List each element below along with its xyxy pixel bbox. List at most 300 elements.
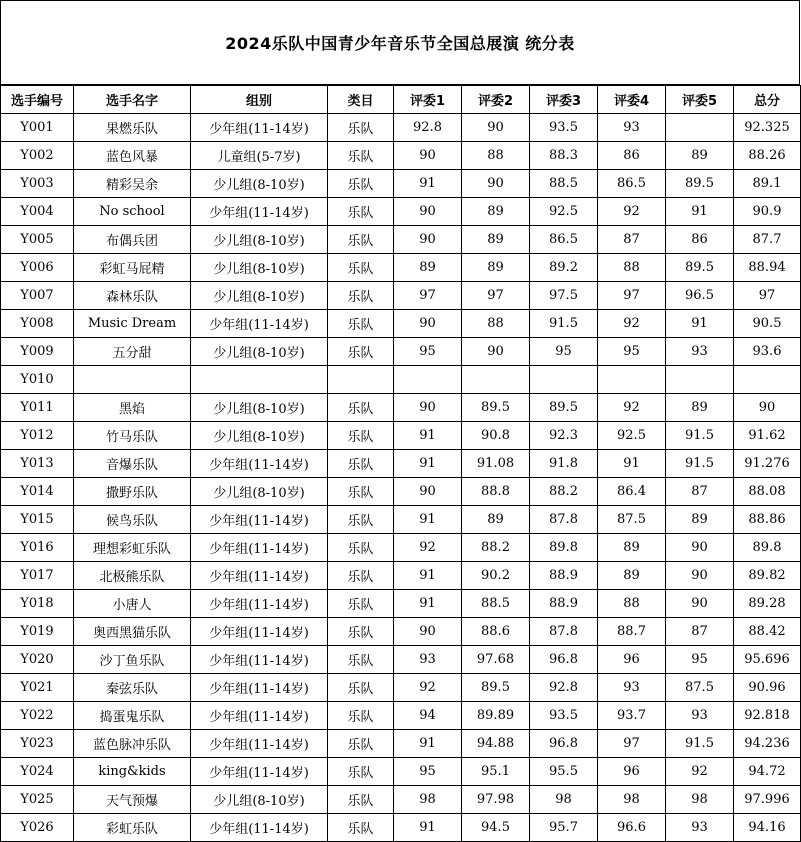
cell-judge-4: 88.7 <box>598 618 666 646</box>
cell-total: 97.996 <box>734 786 801 814</box>
cell-group: 少年组(11-14岁) <box>191 702 328 730</box>
cell-judge-3: 91.5 <box>530 310 598 338</box>
cell-judge-5: 93 <box>666 814 734 842</box>
cell-judge-5: 90 <box>666 590 734 618</box>
cell-player-name: 蓝色风暴 <box>74 142 191 170</box>
cell-category: 乐队 <box>328 142 394 170</box>
cell-judge-1: 92 <box>394 534 462 562</box>
cell-judge-4: 89 <box>598 534 666 562</box>
table-row <box>1 282 801 310</box>
cell-player-name: 奥西黑猫乐队 <box>74 618 191 646</box>
table-row <box>1 618 801 646</box>
cell-player-name: 理想彩虹乐队 <box>74 534 191 562</box>
cell-judge-4: 86.5 <box>598 170 666 198</box>
cell-judge-2: 88.5 <box>462 590 530 618</box>
cell-group: 少年组(11-14岁) <box>191 730 328 758</box>
score-table <box>0 85 801 842</box>
cell-group: 少儿组(8-10岁) <box>191 422 328 450</box>
cell-player-id: Y009 <box>1 338 74 366</box>
cell-judge-3: 88.5 <box>530 170 598 198</box>
cell-player-id: Y016 <box>1 534 74 562</box>
cell-judge-3 <box>530 366 598 394</box>
cell-player-name: 森林乐队 <box>74 282 191 310</box>
cell-judge-1: 94 <box>394 702 462 730</box>
cell-player-name: Music Dream <box>74 310 191 338</box>
cell-category: 乐队 <box>328 730 394 758</box>
cell-judge-5: 91 <box>666 198 734 226</box>
cell-category: 乐队 <box>328 562 394 590</box>
cell-total: 88.86 <box>734 506 801 534</box>
cell-judge-1: 95 <box>394 758 462 786</box>
cell-category: 乐队 <box>328 450 394 478</box>
cell-judge-2: 90.2 <box>462 562 530 590</box>
cell-judge-5: 91.5 <box>666 450 734 478</box>
cell-category: 乐队 <box>328 590 394 618</box>
cell-group: 少年组(11-14岁) <box>191 506 328 534</box>
cell-group: 少儿组(8-10岁) <box>191 226 328 254</box>
cell-group: 儿童组(5-7岁) <box>191 142 328 170</box>
cell-player-name: 音爆乐队 <box>74 450 191 478</box>
cell-judge-4: 87 <box>598 226 666 254</box>
cell-judge-5: 89 <box>666 506 734 534</box>
cell-judge-4: 96.6 <box>598 814 666 842</box>
table-row <box>1 170 801 198</box>
table-row <box>1 506 801 534</box>
cell-judge-1: 92 <box>394 674 462 702</box>
cell-judge-5: 91 <box>666 310 734 338</box>
cell-player-name: No school <box>74 198 191 226</box>
cell-judge-1: 97 <box>394 282 462 310</box>
cell-category: 乐队 <box>328 394 394 422</box>
cell-judge-1: 91 <box>394 730 462 758</box>
cell-judge-4: 96 <box>598 646 666 674</box>
header-cell-judge-2: 评委2 <box>462 86 530 114</box>
cell-judge-4: 95 <box>598 338 666 366</box>
cell-category: 乐队 <box>328 786 394 814</box>
table-row <box>1 674 801 702</box>
header-row <box>1 86 801 114</box>
cell-group: 少年组(11-14岁) <box>191 646 328 674</box>
cell-total: 89.28 <box>734 590 801 618</box>
header-cell-judge-3: 评委3 <box>530 86 598 114</box>
cell-player-id: Y001 <box>1 114 74 142</box>
cell-player-id: Y007 <box>1 282 74 310</box>
cell-judge-3: 95 <box>530 338 598 366</box>
cell-judge-2: 97.98 <box>462 786 530 814</box>
cell-player-id: Y013 <box>1 450 74 478</box>
cell-judge-2: 90.8 <box>462 422 530 450</box>
cell-judge-4: 96 <box>598 758 666 786</box>
cell-player-id: Y018 <box>1 590 74 618</box>
cell-judge-2: 88.8 <box>462 478 530 506</box>
cell-category: 乐队 <box>328 226 394 254</box>
cell-judge-2: 89.5 <box>462 674 530 702</box>
cell-judge-2: 90 <box>462 170 530 198</box>
cell-player-name: 五分甜 <box>74 338 191 366</box>
cell-group: 少儿组(8-10岁) <box>191 170 328 198</box>
cell-player-id: Y006 <box>1 254 74 282</box>
table-row <box>1 814 801 842</box>
cell-judge-4: 88 <box>598 254 666 282</box>
cell-judge-3: 96.8 <box>530 730 598 758</box>
cell-judge-3: 89.5 <box>530 394 598 422</box>
cell-player-name: 果燃乐队 <box>74 114 191 142</box>
cell-group: 少儿组(8-10岁) <box>191 282 328 310</box>
cell-category: 乐队 <box>328 198 394 226</box>
cell-judge-5: 91.5 <box>666 422 734 450</box>
cell-judge-3: 92.5 <box>530 198 598 226</box>
cell-category: 乐队 <box>328 814 394 842</box>
header-cell-judge-1: 评委1 <box>394 86 462 114</box>
cell-player-name: 精彩吴余 <box>74 170 191 198</box>
cell-player-name: 候鸟乐队 <box>74 506 191 534</box>
cell-judge-3: 86.5 <box>530 226 598 254</box>
cell-total: 89.1 <box>734 170 801 198</box>
cell-total: 90 <box>734 394 801 422</box>
table-row <box>1 702 801 730</box>
cell-judge-1: 91 <box>394 562 462 590</box>
cell-judge-5: 95 <box>666 646 734 674</box>
cell-judge-5: 86 <box>666 226 734 254</box>
cell-total: 94.72 <box>734 758 801 786</box>
cell-player-name: 沙丁鱼乐队 <box>74 646 191 674</box>
header-cell-category: 类目 <box>328 86 394 114</box>
cell-judge-3: 96.8 <box>530 646 598 674</box>
cell-group: 少儿组(8-10岁) <box>191 478 328 506</box>
table-row <box>1 758 801 786</box>
cell-group: 少年组(11-14岁) <box>191 310 328 338</box>
cell-judge-4: 92 <box>598 310 666 338</box>
cell-total: 89.8 <box>734 534 801 562</box>
cell-judge-4: 97 <box>598 730 666 758</box>
cell-judge-2: 88 <box>462 310 530 338</box>
cell-judge-4: 92.5 <box>598 422 666 450</box>
cell-group: 少年组(11-14岁) <box>191 590 328 618</box>
cell-player-id: Y003 <box>1 170 74 198</box>
table-row <box>1 310 801 338</box>
cell-judge-3: 93.5 <box>530 114 598 142</box>
cell-judge-3: 95.7 <box>530 814 598 842</box>
cell-player-id: Y019 <box>1 618 74 646</box>
cell-total: 91.62 <box>734 422 801 450</box>
cell-judge-1: 95 <box>394 338 462 366</box>
cell-judge-3: 95.5 <box>530 758 598 786</box>
cell-total: 87.7 <box>734 226 801 254</box>
cell-judge-3: 88.9 <box>530 562 598 590</box>
cell-judge-1: 90 <box>394 198 462 226</box>
cell-judge-1: 91 <box>394 814 462 842</box>
cell-category: 乐队 <box>328 534 394 562</box>
cell-judge-1: 98 <box>394 786 462 814</box>
cell-judge-3: 92.8 <box>530 674 598 702</box>
cell-player-id: Y021 <box>1 674 74 702</box>
cell-player-id: Y024 <box>1 758 74 786</box>
cell-judge-5: 89.5 <box>666 170 734 198</box>
cell-player-name: 蓝色脉冲乐队 <box>74 730 191 758</box>
table-row <box>1 422 801 450</box>
cell-group: 少儿组(8-10岁) <box>191 394 328 422</box>
header-cell-judge-5: 评委5 <box>666 86 734 114</box>
cell-judge-4: 86 <box>598 142 666 170</box>
cell-total: 90.96 <box>734 674 801 702</box>
cell-judge-5: 87 <box>666 478 734 506</box>
cell-total <box>734 366 801 394</box>
cell-judge-5: 98 <box>666 786 734 814</box>
cell-category: 乐队 <box>328 646 394 674</box>
cell-group: 少儿组(8-10岁) <box>191 786 328 814</box>
cell-player-name: 捣蛋鬼乐队 <box>74 702 191 730</box>
cell-judge-4: 87.5 <box>598 506 666 534</box>
cell-player-id: Y015 <box>1 506 74 534</box>
cell-group: 少年组(11-14岁) <box>191 618 328 646</box>
cell-group: 少年组(11-14岁) <box>191 450 328 478</box>
cell-category: 乐队 <box>328 702 394 730</box>
cell-total: 91.276 <box>734 450 801 478</box>
cell-judge-4: 93 <box>598 674 666 702</box>
cell-judge-2: 94.88 <box>462 730 530 758</box>
cell-category <box>328 366 394 394</box>
cell-group: 少年组(11-14岁) <box>191 758 328 786</box>
cell-judge-3: 93.5 <box>530 702 598 730</box>
cell-judge-3: 87.8 <box>530 506 598 534</box>
cell-judge-2 <box>462 366 530 394</box>
cell-judge-2: 89.89 <box>462 702 530 730</box>
cell-category: 乐队 <box>328 282 394 310</box>
cell-judge-3: 89.8 <box>530 534 598 562</box>
cell-player-id: Y020 <box>1 646 74 674</box>
cell-player-name: 彩虹马屁精 <box>74 254 191 282</box>
cell-judge-2: 90 <box>462 114 530 142</box>
cell-judge-3: 91.8 <box>530 450 598 478</box>
cell-judge-1: 91 <box>394 170 462 198</box>
cell-total: 88.42 <box>734 618 801 646</box>
cell-judge-2: 91.08 <box>462 450 530 478</box>
cell-player-id: Y004 <box>1 198 74 226</box>
header-cell-total: 总分 <box>734 86 801 114</box>
cell-total: 95.696 <box>734 646 801 674</box>
cell-judge-3: 88.3 <box>530 142 598 170</box>
cell-group: 少年组(11-14岁) <box>191 814 328 842</box>
cell-judge-1: 90 <box>394 226 462 254</box>
cell-player-id: Y011 <box>1 394 74 422</box>
table-row <box>1 198 801 226</box>
cell-category: 乐队 <box>328 478 394 506</box>
table-row <box>1 254 801 282</box>
cell-group: 少儿组(8-10岁) <box>191 254 328 282</box>
cell-category: 乐队 <box>328 114 394 142</box>
cell-total: 94.16 <box>734 814 801 842</box>
cell-judge-5: 90 <box>666 562 734 590</box>
cell-judge-1: 92.8 <box>394 114 462 142</box>
cell-judge-4: 93 <box>598 114 666 142</box>
cell-player-name <box>74 366 191 394</box>
table-row <box>1 394 801 422</box>
cell-judge-1: 90 <box>394 310 462 338</box>
table-row <box>1 450 801 478</box>
cell-player-name: 秦弦乐队 <box>74 674 191 702</box>
cell-player-id: Y022 <box>1 702 74 730</box>
cell-total: 90.5 <box>734 310 801 338</box>
cell-judge-4: 93.7 <box>598 702 666 730</box>
cell-group: 少年组(11-14岁) <box>191 534 328 562</box>
cell-judge-5: 87 <box>666 618 734 646</box>
cell-judge-5: 89 <box>666 394 734 422</box>
cell-judge-2: 97.68 <box>462 646 530 674</box>
cell-total: 88.26 <box>734 142 801 170</box>
table-row <box>1 338 801 366</box>
cell-total: 92.818 <box>734 702 801 730</box>
cell-group: 少年组(11-14岁) <box>191 114 328 142</box>
cell-total: 97 <box>734 282 801 310</box>
cell-player-id: Y010 <box>1 366 74 394</box>
cell-judge-1: 91 <box>394 506 462 534</box>
cell-judge-4: 91 <box>598 450 666 478</box>
cell-judge-5: 92 <box>666 758 734 786</box>
cell-total: 93.6 <box>734 338 801 366</box>
cell-total: 88.08 <box>734 478 801 506</box>
cell-total: 92.325 <box>734 114 801 142</box>
cell-judge-3: 88.9 <box>530 590 598 618</box>
table-row <box>1 142 801 170</box>
cell-judge-5: 93 <box>666 338 734 366</box>
cell-judge-2: 88.6 <box>462 618 530 646</box>
cell-total: 89.82 <box>734 562 801 590</box>
table-row <box>1 786 801 814</box>
cell-group: 少年组(11-14岁) <box>191 674 328 702</box>
table-row <box>1 590 801 618</box>
cell-player-id: Y023 <box>1 730 74 758</box>
cell-judge-1: 90 <box>394 394 462 422</box>
cell-group <box>191 366 328 394</box>
header-cell-group: 组别 <box>191 86 328 114</box>
table-row <box>1 226 801 254</box>
cell-judge-4: 92 <box>598 198 666 226</box>
cell-judge-3: 89.2 <box>530 254 598 282</box>
cell-player-name: 彩虹乐队 <box>74 814 191 842</box>
cell-category: 乐队 <box>328 758 394 786</box>
cell-judge-5 <box>666 366 734 394</box>
cell-judge-2: 94.5 <box>462 814 530 842</box>
cell-player-name: 布偶兵团 <box>74 226 191 254</box>
cell-player-name: 黑焰 <box>74 394 191 422</box>
table-row <box>1 114 801 142</box>
cell-judge-5: 90 <box>666 534 734 562</box>
cell-judge-4 <box>598 366 666 394</box>
cell-player-id: Y014 <box>1 478 74 506</box>
cell-player-id: Y026 <box>1 814 74 842</box>
cell-total: 94.236 <box>734 730 801 758</box>
cell-category: 乐队 <box>328 254 394 282</box>
cell-player-id: Y005 <box>1 226 74 254</box>
cell-judge-1: 89 <box>394 254 462 282</box>
cell-judge-4: 97 <box>598 282 666 310</box>
table-row <box>1 562 801 590</box>
cell-player-name: king&kids <box>74 758 191 786</box>
header-cell-player-id: 选手编号 <box>1 86 74 114</box>
cell-judge-3: 92.3 <box>530 422 598 450</box>
cell-category: 乐队 <box>328 338 394 366</box>
cell-judge-5: 89.5 <box>666 254 734 282</box>
cell-player-name: 竹马乐队 <box>74 422 191 450</box>
cell-judge-4: 88 <box>598 590 666 618</box>
cell-player-id: Y002 <box>1 142 74 170</box>
cell-player-name: 北极熊乐队 <box>74 562 191 590</box>
cell-judge-1: 91 <box>394 450 462 478</box>
cell-category: 乐队 <box>328 674 394 702</box>
cell-judge-1: 93 <box>394 646 462 674</box>
cell-judge-4: 98 <box>598 786 666 814</box>
cell-player-name: 撒野乐队 <box>74 478 191 506</box>
table-row <box>1 730 801 758</box>
cell-judge-5 <box>666 114 734 142</box>
header-cell-judge-4: 评委4 <box>598 86 666 114</box>
cell-judge-1: 91 <box>394 422 462 450</box>
cell-judge-5: 93 <box>666 702 734 730</box>
header-cell-player-name: 选手名字 <box>74 86 191 114</box>
cell-judge-4: 92 <box>598 394 666 422</box>
cell-judge-2: 89 <box>462 226 530 254</box>
cell-judge-2: 89 <box>462 254 530 282</box>
cell-judge-4: 86.4 <box>598 478 666 506</box>
cell-judge-1: 90 <box>394 478 462 506</box>
cell-player-id: Y017 <box>1 562 74 590</box>
cell-category: 乐队 <box>328 618 394 646</box>
cell-judge-1: 90 <box>394 618 462 646</box>
cell-judge-2: 89 <box>462 198 530 226</box>
cell-judge-5: 96.5 <box>666 282 734 310</box>
cell-player-id: Y012 <box>1 422 74 450</box>
cell-judge-2: 95.1 <box>462 758 530 786</box>
cell-total: 88.94 <box>734 254 801 282</box>
cell-judge-3: 87.8 <box>530 618 598 646</box>
cell-judge-1: 91 <box>394 590 462 618</box>
cell-judge-2: 97 <box>462 282 530 310</box>
cell-judge-3: 98 <box>530 786 598 814</box>
cell-judge-4: 89 <box>598 562 666 590</box>
sheet-title: 2024乐队中国青少年音乐节全国总展演 统分表 <box>1 1 800 85</box>
table-row <box>1 478 801 506</box>
cell-judge-1 <box>394 366 462 394</box>
cell-judge-5: 89 <box>666 142 734 170</box>
cell-judge-2: 88.2 <box>462 534 530 562</box>
cell-category: 乐队 <box>328 422 394 450</box>
cell-player-id: Y025 <box>1 786 74 814</box>
cell-judge-1: 90 <box>394 142 462 170</box>
cell-judge-5: 91.5 <box>666 730 734 758</box>
cell-player-name: 天气预爆 <box>74 786 191 814</box>
table-body <box>1 114 801 842</box>
cell-judge-2: 88 <box>462 142 530 170</box>
cell-group: 少年组(11-14岁) <box>191 198 328 226</box>
cell-judge-3: 97.5 <box>530 282 598 310</box>
table-row <box>1 646 801 674</box>
cell-judge-2: 89.5 <box>462 394 530 422</box>
cell-judge-3: 88.2 <box>530 478 598 506</box>
cell-judge-2: 89 <box>462 506 530 534</box>
cell-player-id: Y008 <box>1 310 74 338</box>
cell-category: 乐队 <box>328 310 394 338</box>
cell-player-name: 小唐人 <box>74 590 191 618</box>
table-row <box>1 366 801 394</box>
cell-judge-5: 87.5 <box>666 674 734 702</box>
cell-group: 少年组(11-14岁) <box>191 562 328 590</box>
cell-judge-2: 90 <box>462 338 530 366</box>
cell-group: 少儿组(8-10岁) <box>191 338 328 366</box>
cell-category: 乐队 <box>328 170 394 198</box>
table-row <box>1 534 801 562</box>
cell-category: 乐队 <box>328 506 394 534</box>
cell-total: 90.9 <box>734 198 801 226</box>
